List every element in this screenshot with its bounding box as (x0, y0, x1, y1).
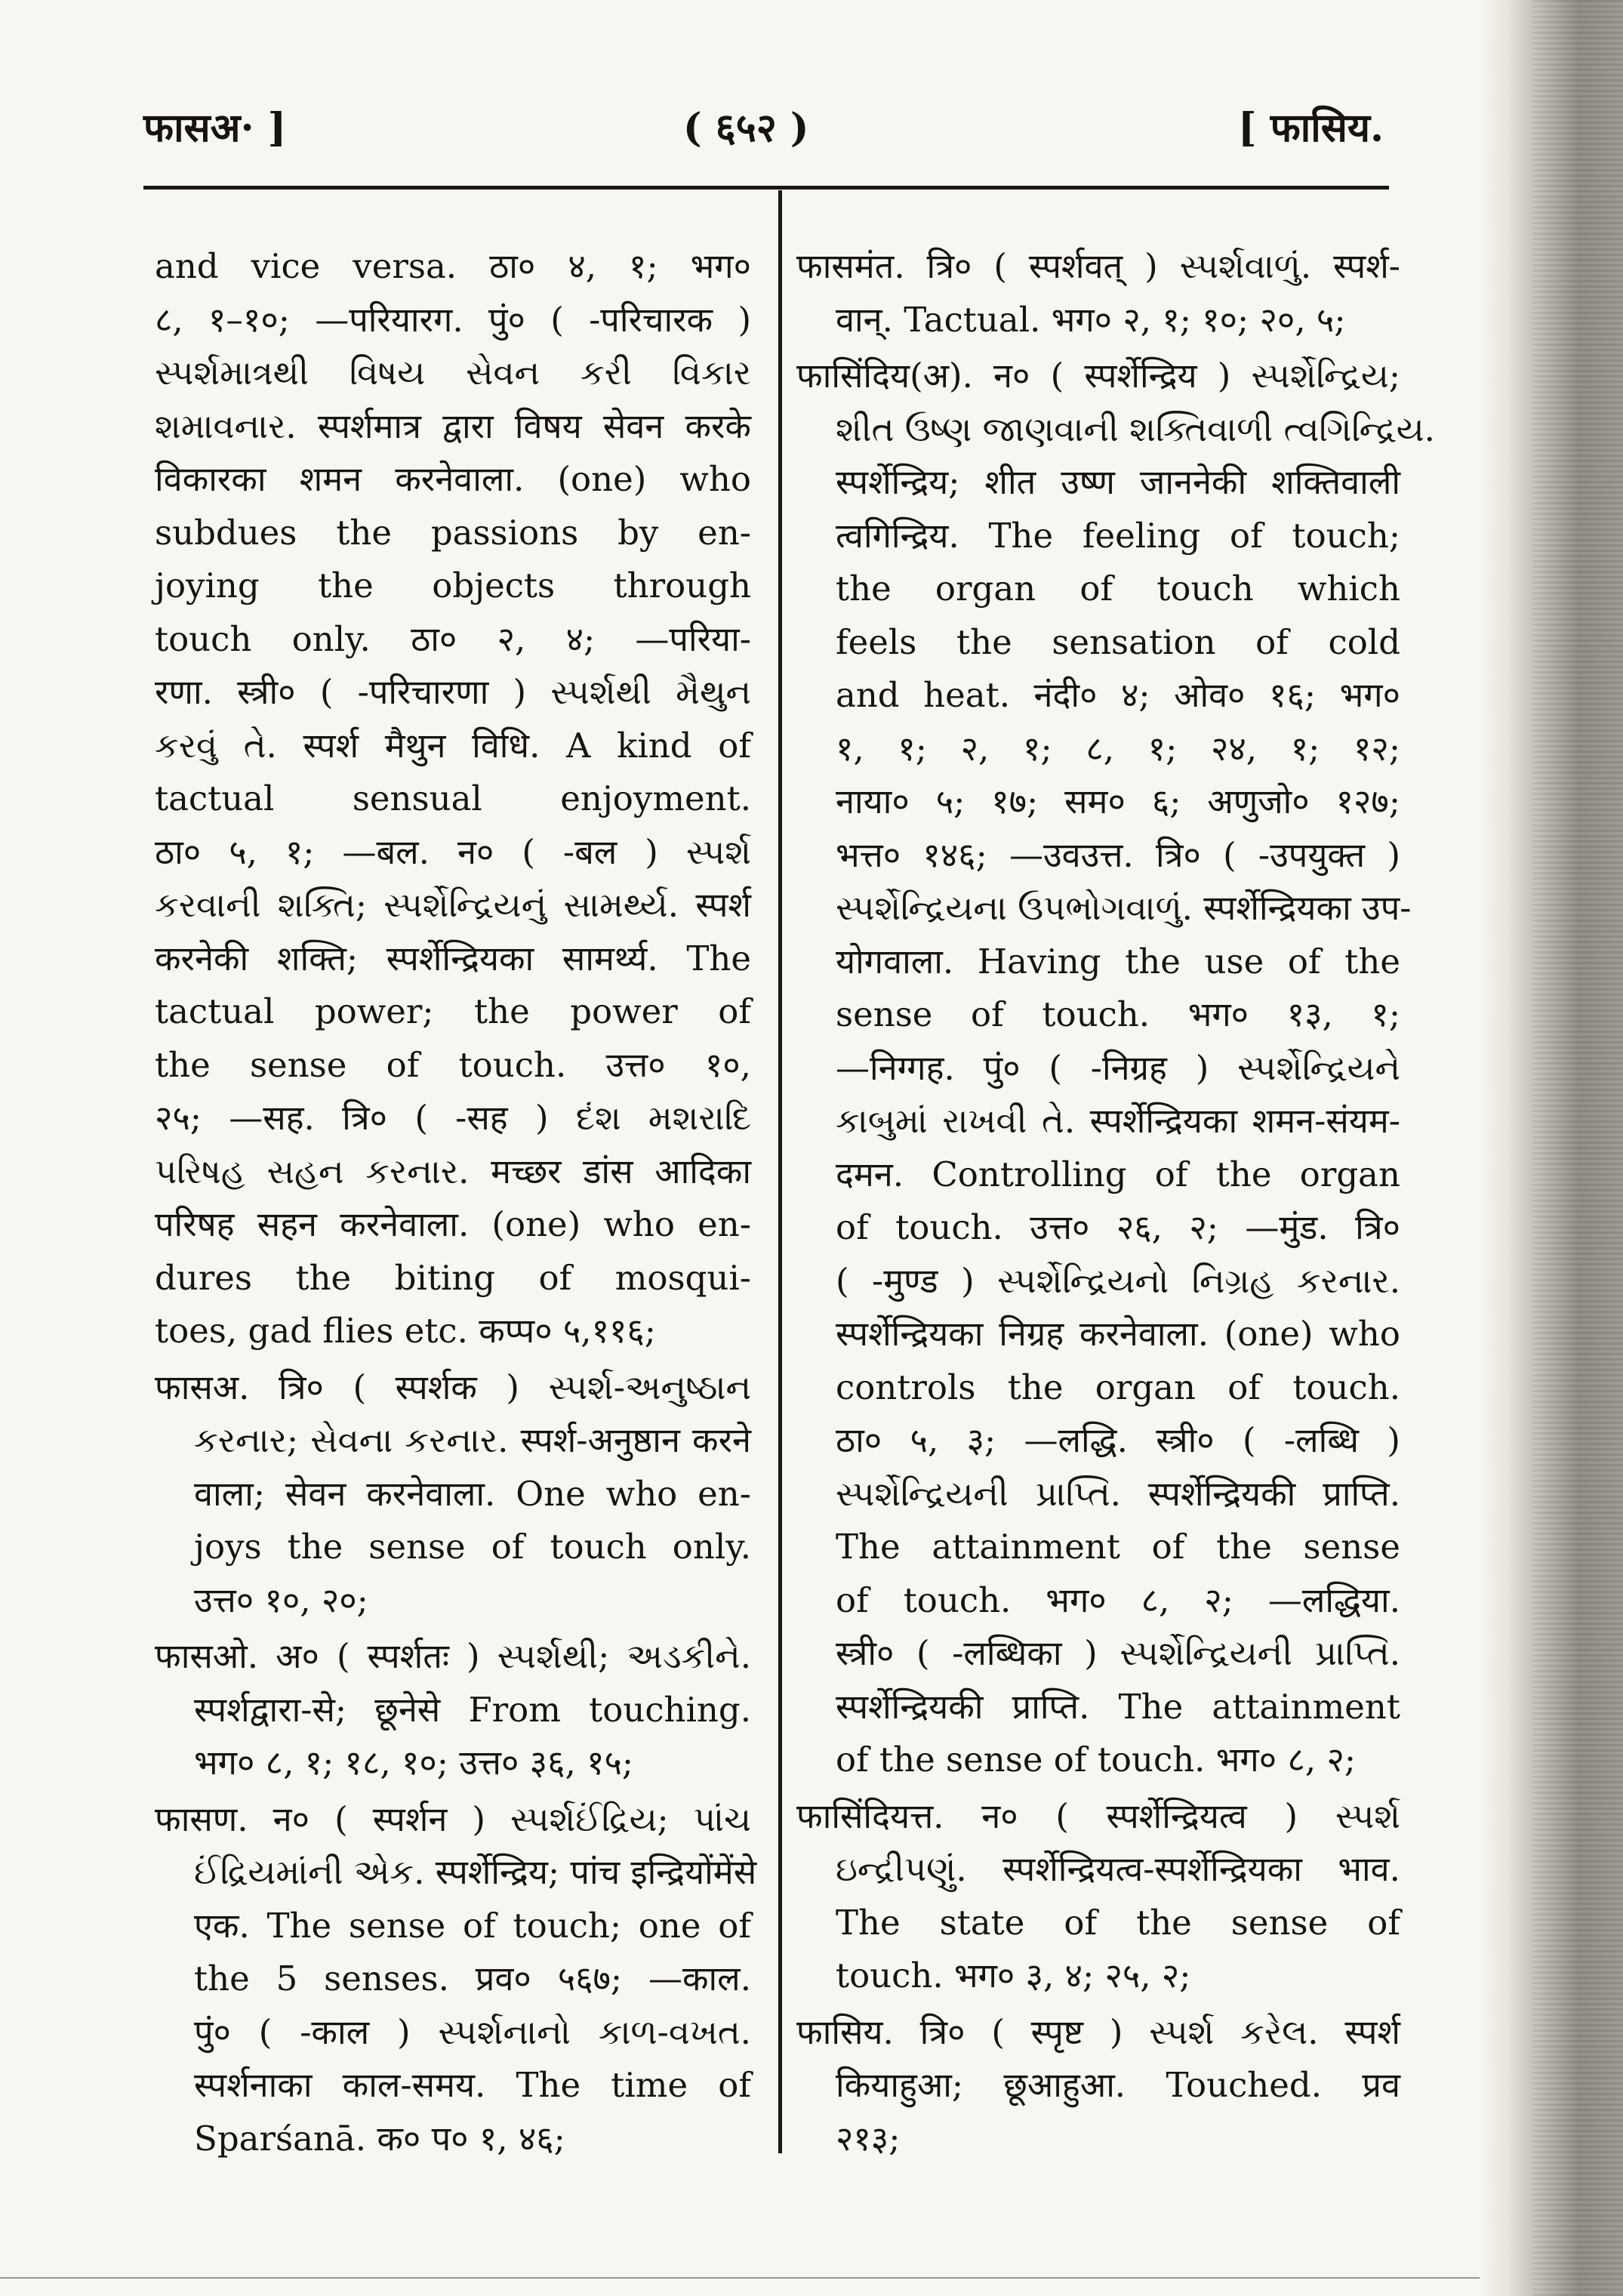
entry-line: The attainment of the sense (836, 1527, 1400, 1567)
entry-line: ८, १–१०; —परियारग. पुं० ( -परिचारक ) (155, 299, 751, 340)
entry-line: Sparśanā. क० प० १, ४६; (194, 2118, 565, 2159)
entry-line: of the sense of touch. भग० ८, २; (836, 1740, 1357, 1780)
entry-line: फासओ. अ० ( स्पर्शतः ) સ્પર્શથી; અડકીને. (155, 1636, 751, 1676)
entry-line: वान्. Tactual. भग० २, १; १०; २०, ५; (836, 299, 1346, 340)
entry-line: tactual sensual enjoyment. (155, 778, 751, 818)
entry-line: the 5 senses. प्रव० ५६७; —काल. (194, 1959, 751, 1999)
entry-line: एक. The sense of touch; one of (194, 1905, 751, 1946)
entry-line: of touch. उत्त० २६, २; —मुंड. त्रि० (836, 1207, 1400, 1247)
dictionary-entry-fasaa (155, 1361, 751, 1628)
entry-line: २५; —सह. त्रि० ( -सह ) દંશ મશરાદિ (155, 1098, 751, 1138)
dictionary-entry-cont (155, 240, 751, 1358)
entry-line: joying the objects through (155, 566, 751, 606)
entry-line: फासअ. त्रि० ( स्पर्शक ) સ્પર્શ-અનુષ્ઠાન (155, 1367, 751, 1407)
entry-line: joys the sense of touch only. (194, 1527, 751, 1567)
dictionary-entry-fasao (155, 1630, 751, 1790)
entry-line: कियाहुआ; छूआहुआ. Touched. प्रव (836, 2065, 1400, 2105)
entry-line: —निग्गह. पुं० ( -निग्रह ) સ્પર્શેન્દ્રિયને (836, 1047, 1400, 1088)
entry-line: पुं० ( -काल ) સ્પર્શનાનો કાળ-વખત. (194, 2011, 751, 2052)
left-column (155, 240, 757, 2168)
entry-line: स्पर्शेन्द्रियकी प्राप्ति. The attainment (836, 1686, 1400, 1727)
entry-line: फासण. न० ( स्पर्शन ) સ્પર્શઈંદ્રિય; પાંચ (155, 1798, 751, 1839)
entry-line: ઇન્દ્રીપણું. स्पर्शेन्द्रियत्व-स्पर्शेन्द्रियका भाव. (836, 1849, 1400, 1889)
dictionary-entry-fasana (155, 1793, 757, 2166)
entry-line: स्पर्शेन्द्रियका निग्रह करनेवाला. (one) who (836, 1314, 1400, 1354)
running-head-left: फासअ· ] (143, 105, 287, 151)
entry-line: dures the biting of mosqui- (155, 1257, 751, 1298)
entry-line: સ્પર્શેન્દ્રિયના ઉપભોગવાળું. स्पर्शेन्द्रियका उप- (836, 888, 1412, 928)
entry-line: स्पर्शेन्द्रिय; शीत उष्ण जाननेकी शक्तिवाली (836, 462, 1400, 502)
entry-line: फासमंत. त्रि० ( स्पर्शवत् ) સ્પર્શવાળું. स्पर्श- (796, 246, 1400, 286)
entry-line: त्वगिन्द्रिय. The feeling of touch; (836, 515, 1400, 556)
entry-line: उत्त० १०, २०; (194, 1579, 368, 1620)
entry-line: दमन. Controlling of the organ (836, 1154, 1400, 1194)
entry-line: કરનાર; સેવના કરનાર. स्पर्श-अनुष्ठान करने (194, 1420, 751, 1460)
entry-line: sense of touch. भग० १३, १; (836, 994, 1400, 1034)
entry-line: रणा. स्त्री० ( -परिचारणा ) સ્પર્શથી મૈથુન (155, 672, 751, 712)
entry-line: કરવાની શક્તિ; સ્પર્શેન્દ્રિયનું સામર્થ્ય. स्पर्श (155, 885, 751, 925)
entry-line: ઈંદ્રિયમાંની એક. स्पर्शेन्द्रिय; पांच इन्द्रियोंमेंसे (194, 1852, 757, 1892)
page-number: ( ६५२ ) (683, 105, 809, 151)
entry-line: and vice versa. ठा० ४, १; भग० (155, 246, 751, 286)
entry-line: of touch. भग० ८, २; —लद्धिया. (836, 1579, 1400, 1620)
entry-line: સ્પર્શમાત્રથી વિષય સેવન કરી વિકાર (155, 353, 751, 393)
entry-line: फासिय. त्रि० ( स्पृष्ट ) સ્પર્શ કરેલ. स्पर्श (796, 2011, 1400, 2052)
entry-line: भत्त० १४६; —उवउत्त. त्रि० ( -उपयुक्त ) (836, 834, 1400, 875)
entry-line: भग० ८, १; १८, १०; उत्त० ३६, १५; (194, 1743, 634, 1783)
entry-line: the sense of touch. उत्त० १०, (155, 1044, 751, 1085)
entry-line: फासिंदिय(अ). न० ( स्पर्शेन्द्रिय ) સ્પર્શેન્દ્રિય; (796, 356, 1400, 396)
entry-line: स्पर्शद्वारा-से; छूनेसे From touching. (194, 1689, 751, 1730)
entry-line: feels the sensation of cold (836, 621, 1400, 662)
column-divider (778, 190, 782, 2153)
entry-line: विकारका शमन करनेवाला. (one) who (155, 459, 751, 499)
entry-line: स्त्री० ( -लब्धिका ) સ્પર્શેન્દ્રિયની પ્રાપ્તિ. (836, 1633, 1400, 1673)
entry-line: ( -मुण्ड ) સ્પર્શેન્દ્રિયનો નિગ્રહ કરનાર. (836, 1260, 1400, 1301)
dictionary-entry-fasiya (796, 2006, 1400, 2166)
entry-line: સ્પર્શેન્દ્રિયની પ્રાપ્તિ. स्पर्शेन्द्रियकी प्राप्ति. (836, 1473, 1400, 1514)
entry-line: करनेकी शक्ति; स्पर्शेन्द्रियका सामर्थ्य. The (155, 938, 751, 978)
entry-line: स्पर्शनाका काल-समय. The time of (194, 2065, 751, 2105)
entry-line: The state of the sense of (836, 1902, 1400, 1943)
entry-line: ठा० ५, १; —बल. न० ( -बल ) સ્પર્શ (155, 831, 751, 872)
entry-line: કાબુમાં રાખવી તે. स्पर्शेन्द्रियका शमन-संयम- (836, 1101, 1400, 1141)
entry-line: પરિષહ સહન કરનાર. मच्छर डांस आदिका (155, 1151, 751, 1191)
page-edge-texture (1532, 0, 1623, 2296)
entry-line: the organ of touch which (836, 569, 1400, 609)
entry-line: કરવું તે. स्पर्श मैथुन विधि. A kind of (155, 725, 751, 766)
entry-line: toes, gad flies etc. कप्प० ५,११६; (155, 1311, 656, 1351)
entry-line: touch only. ठा० २, ४; —परिया- (155, 618, 751, 659)
bottom-edge-line (0, 2277, 1480, 2279)
right-column (796, 240, 1435, 2168)
entry-line: फासिंदियत्त. न० ( स्पर्शेन्द्रियत्व ) સ્પર્શ (796, 1795, 1400, 1836)
entry-line: touch. भग० ३, ४; २५, २; (836, 1955, 1191, 1996)
entry-line: subdues the passions by en- (155, 512, 751, 553)
entry-line: २१३; (836, 2118, 901, 2159)
dictionary-entry-fasindiya (796, 350, 1435, 1787)
entry-line: १, १; २, १; ८, १; २४, १; १२; (836, 728, 1400, 769)
entry-line: वाला; सेवन करनेवाला. One who en- (194, 1473, 751, 1514)
entry-line: શમાવનાર. स्पर्शमात्र द्वारा विषय सेवन करके (155, 405, 751, 446)
dictionary-entry-fasamanta (796, 240, 1400, 347)
entry-line: controls the organ of touch. (836, 1367, 1400, 1407)
dictionary-entry-fasindiyatta (796, 1790, 1400, 2003)
entry-line: परिषह सहन करनेवाला. (one) who en- (155, 1204, 751, 1244)
entry-line: ठा० ५, ३; —लद्धि. स्त्री० ( -लब्धि ) (836, 1420, 1400, 1460)
running-head-right: [ फासिय. (1238, 105, 1384, 151)
entry-line: શીત ઉષ્ણ જાણવાની શક્તિવાળી ત્વગિન્દ્રિય. (836, 408, 1435, 449)
entry-line: and heat. नंदी० ४; ओव० १६; भग० (836, 675, 1400, 715)
entry-line: tactual power; the power of (155, 991, 751, 1031)
entry-line: नाया० ५; १७; सम० ६; अणुजो० १२७; (836, 781, 1400, 821)
entry-line: योगवाला. Having the use of the (836, 941, 1400, 982)
header-rule (143, 186, 1389, 190)
